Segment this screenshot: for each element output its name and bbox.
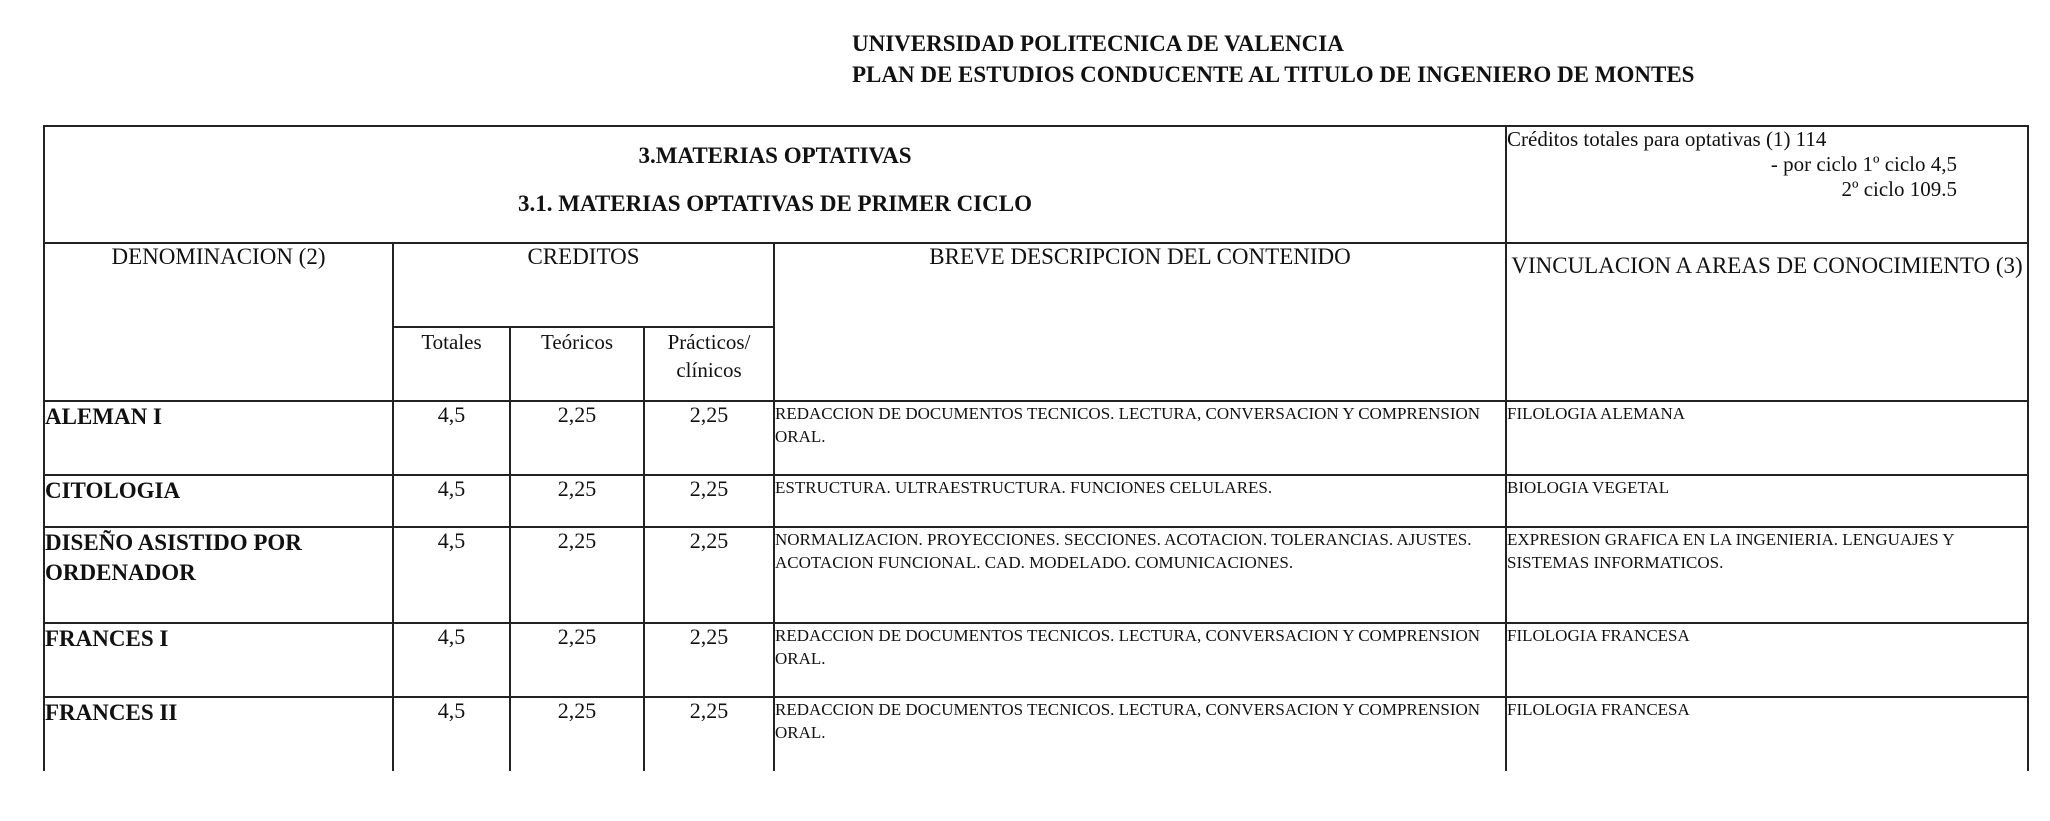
first-cycle-credits: - por ciclo 1º ciclo 4,5 — [1770, 152, 1958, 176]
subject-description: REDACCION DE DOCUMENTOS TECNICOS. LECTURA, CONVERSACION Y COMPRENSION ORAL. — [774, 697, 1506, 771]
credits-theory: 2,25 — [510, 527, 644, 623]
table-row — [44, 623, 2028, 697]
credits-total: 4,5 — [393, 697, 510, 771]
knowledge-area: FILOLOGIA FRANCESA — [1506, 697, 2028, 771]
total-credits-box — [1506, 126, 2028, 243]
subject-description: REDACCION DE DOCUMENTOS TECNICOS. LECTURA, CONVERSACION Y COMPRENSION ORAL. — [774, 623, 1506, 697]
column-header-row — [44, 243, 2028, 327]
credits-theory: 2,25 — [510, 623, 644, 697]
total-credits-line: Créditos totales para optativas (1) 114 — [1507, 127, 1827, 151]
subject-description: NORMALIZACION. PROYECCIONES. SECCIONES. ACOTACION. TOLERANCIAS. AJUSTES. ACOTACION FUNCIONAL. CAD. MODELADO. COMUNICACIONES. — [774, 527, 1506, 623]
credits-theory: 2,25 — [510, 697, 644, 771]
subject-description: ESTRUCTURA. ULTRAESTRUCTURA. FUNCIONES CELULARES. — [774, 475, 1506, 527]
teoricos-header: Teóricos — [510, 327, 644, 401]
credits-practice: 2,25 — [644, 623, 774, 697]
credits-total: 4,5 — [393, 475, 510, 527]
section-subtitle: 3.1. MATERIAS OPTATIVAS DE PRIMER CICLO — [518, 191, 1032, 216]
plan-title: PLAN DE ESTUDIOS CONDUCENTE AL TITULO DE INGENIERO DE MONTES — [852, 62, 1695, 87]
totales-header: Totales — [393, 327, 510, 401]
second-cycle-credits: 2º ciclo 109.5 — [1841, 177, 1958, 201]
table-row — [44, 527, 2028, 623]
knowledge-area: FILOLOGIA ALEMANA — [1506, 401, 2028, 475]
credits-theory: 2,25 — [510, 475, 644, 527]
credits-practice: 2,25 — [644, 697, 774, 771]
section-title: 3.MATERIAS OPTATIVAS — [638, 143, 912, 168]
knowledge-area: FILOLOGIA FRANCESA — [1506, 623, 2028, 697]
credits-practice: 2,25 — [644, 401, 774, 475]
subject-name: ALEMAN I — [44, 401, 393, 475]
credits-total: 4,5 — [393, 401, 510, 475]
subject-name: FRANCES II — [44, 697, 393, 771]
credits-theory: 2,25 — [510, 401, 644, 475]
credits-practice: 2,25 — [644, 475, 774, 527]
knowledge-area: BIOLOGIA VEGETAL — [1506, 475, 2028, 527]
practicos-header: Prácticos/ clínicos — [644, 327, 774, 401]
knowledge-area: EXPRESION GRAFICA EN LA INGENIERIA. LENGUAJES Y SISTEMAS INFORMATICOS. — [1506, 527, 2028, 623]
document-header — [852, 28, 1694, 90]
descripcion-header: BREVE DESCRIPCION DEL CONTENIDO — [774, 243, 1506, 401]
section-header-row — [44, 126, 2028, 243]
table-row — [44, 475, 2028, 527]
vinculacion-header: VINCULACION A AREAS DE CONOCIMIENTO (3) — [1506, 243, 2028, 401]
subject-name: DISEÑO ASISTIDO POR ORDENADOR — [44, 527, 393, 623]
subject-name: CITOLOGIA — [44, 475, 393, 527]
credits-practice: 2,25 — [644, 527, 774, 623]
credits-total: 4,5 — [393, 527, 510, 623]
credits-total: 4,5 — [393, 623, 510, 697]
creditos-header: CREDITOS — [393, 243, 774, 327]
table-row — [44, 697, 2028, 771]
optional-subjects-table — [43, 125, 2029, 771]
subject-description: REDACCION DE DOCUMENTOS TECNICOS. LECTURA, CONVERSACION Y COMPRENSION ORAL. — [774, 401, 1506, 475]
university-name: UNIVERSIDAD POLITECNICA DE VALENCIA — [852, 31, 1344, 56]
subject-name: FRANCES I — [44, 623, 393, 697]
section-title-cell — [44, 126, 1506, 243]
table-row — [44, 401, 2028, 475]
denominacion-header: DENOMINACION (2) — [44, 243, 393, 401]
